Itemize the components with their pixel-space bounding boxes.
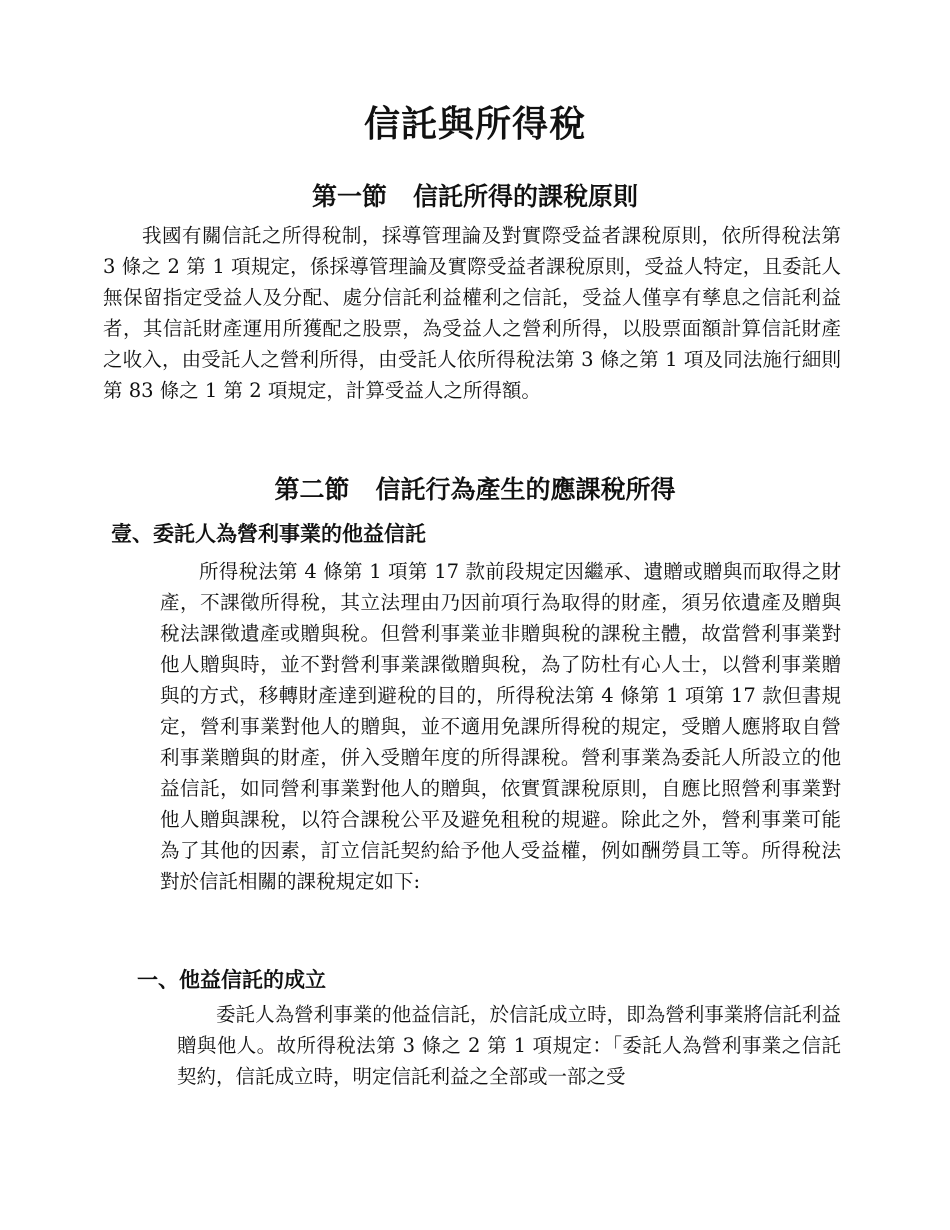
subsection-b-heading: 一、他益信託的成立 bbox=[137, 967, 326, 992]
section-1-heading bbox=[0, 180, 950, 214]
section-2-heading bbox=[0, 473, 950, 507]
subsection-b-paragraph: 委託人為營利事業的他益信託，於信託成立時，即為營利事業將信託利益贈與他人。故所得稅法第 3 條之 2 第 1 項規定：「委託人為營利事業之信託契約，信託成立時，明定信託利益之全部或一部之受 bbox=[177, 1003, 841, 1088]
section-1-title: 信託所得的課稅原則 bbox=[413, 182, 639, 211]
section-1-paragraph: 我國有關信託之所得稅制，採導管理論及對實際受益者課稅原則，依所得稅法第 3 條之 2 第 1 項規定，係採導管理論及實際受益者課稅原則，受益人特定，且委託人無保留指定受益人及分配、處分信託利益權利之信託，受益人僅享有孳息之信託利益者，其信託財產運用所獲配之股票，為受益人之營利所得，以股票面額計算信託財產之收入，由受託人之營利所得，由受託人依所得稅法第 3 條之第 1 項及同法施行細則第 83 條之 1 第 2 項規定，計算受益人之所得額。 bbox=[103, 224, 841, 402]
section-2-number: 第二節 bbox=[274, 475, 350, 504]
section-2-title: 信託行為產生的應課稅所得 bbox=[375, 475, 676, 504]
document-title: 信託與所得稅 bbox=[363, 103, 586, 145]
subsection-a-heading: 壹、委託人為營利事業的他益信託 bbox=[111, 521, 426, 546]
section-1-number: 第一節 bbox=[311, 182, 387, 211]
subsection-a-paragraph: 所得稅法第 4 條第 1 項第 17 款前段規定因繼承、遺贈或贈與而取得之財產，不課徵所得稅，其立法理由乃因前項行為取得的財產，須另依遺產及贈與稅法課徵遺產或贈與稅。但營利事業並非贈與稅的課稅主體，故當營利事業對他人贈與時，並不對營利事業課徵贈與稅，為了防杜有心人士，以營利事業贈與的方式，移轉財產達到避稅的目的，所得稅法第 4 條第 1 項第 17 款但書規定，營利事業對他人的贈與，並不適用免課所得稅的規定，受贈人應將取自營利事業贈與的財產，併入受贈年度的所得課稅。營利事業為委託人所設立的他益信託，如同營利事業對他人的贈與，依實質課稅原則，自應比照營利事業對他人贈與課稅，以符合課稅公平及避免租稅的規避。除此之外，營利事業可能為了其他的因素，訂立信託契約給予他人受益權，例如酬勞員工等。所得稅法對於信託相關的課稅規定如下: bbox=[160, 560, 841, 893]
